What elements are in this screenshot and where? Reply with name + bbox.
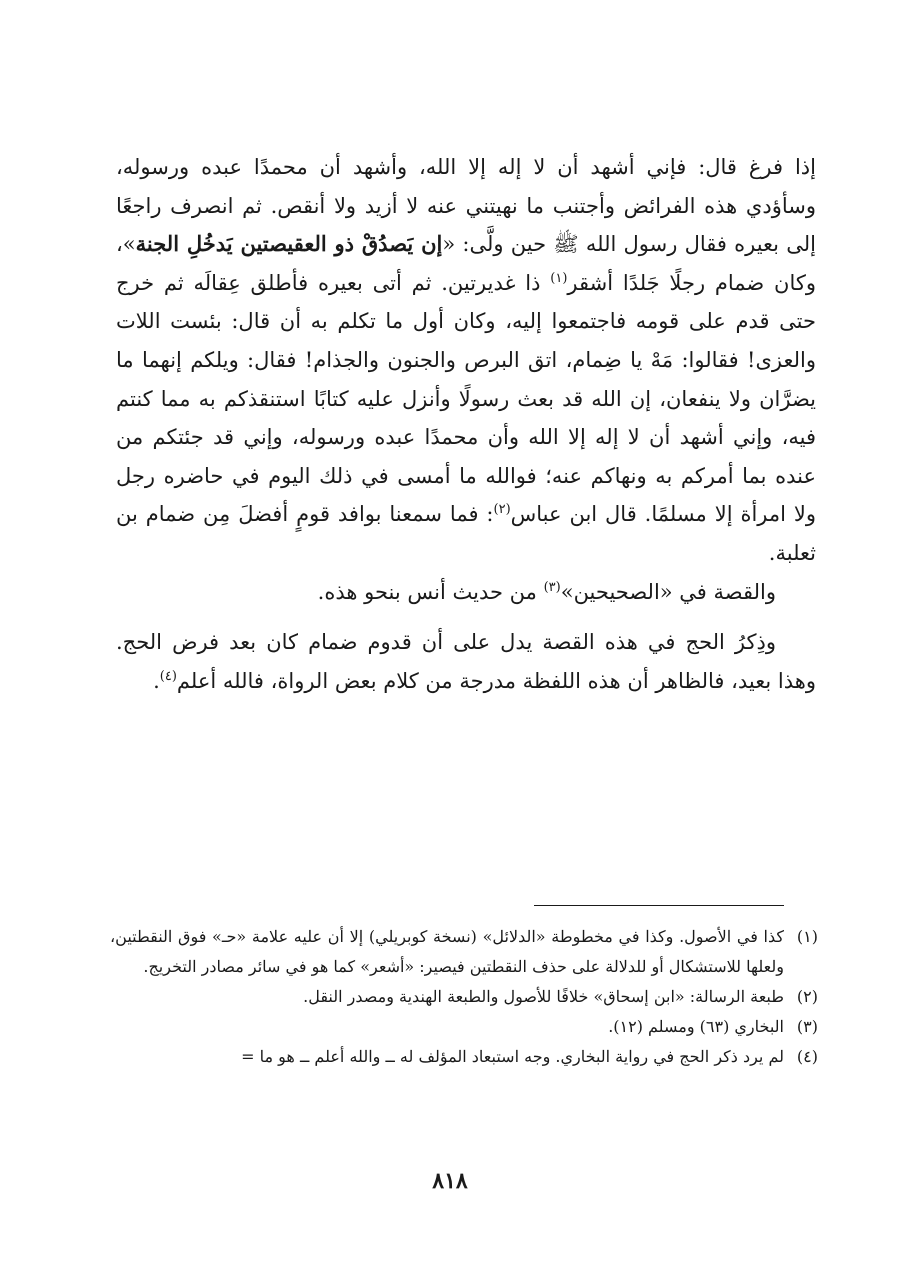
p1-text-c: ذا غديرتين. ثم أتى بعيره فأطلق عِقالَه ثم خرج حتى قدم على قومه فاجتمعوا إليه، وكان أول ما تكلم به أن قال: بئست اللات والعزى! فقالوا: مَهْ يا ضِمام، اتق البرص والجنون والجذام! فقال: ويلكم إنهما ما يضرَّان ولا ينفعان، إن الله قد بعث رسولًا وأنزل عليه كتابًا استنقذكم به مما كنتم فيه، وإني أشهد أن لا إله إلا الله وأن محمدًا عبده ورسوله، وإني قد جئتكم من عنده بما أمركم به ونهاكم عنه؛ فوالله ما أمسى في ذلك اليوم في حاضره رجل ولا امرأة إلا مسلمًا. قال ابن عباس <box>116 270 816 527</box>
paragraph-3 <box>116 623 816 700</box>
footnote-ref-3: (٣) <box>543 579 561 595</box>
footnotes <box>110 922 818 1072</box>
footnote-number: (٣) <box>796 1017 818 1036</box>
footnote-4 <box>110 1042 818 1072</box>
footnote-1 <box>110 922 818 982</box>
paragraph-gap <box>116 611 816 623</box>
paragraph-1 <box>116 148 816 573</box>
footnote-text: طبعة الرسالة: «ابن إسحاق» خلافًا للأصول والطبعة الهندية ومصدر النقل. <box>303 987 784 1006</box>
paragraph-2 <box>116 573 816 612</box>
footnote-3 <box>110 1012 818 1042</box>
footnote-number: (١) <box>796 927 818 946</box>
footnote-text: البخاري (٦٣) ومسلم (١٢). <box>608 1017 784 1036</box>
p3-text-a: وذِكرُ الحج في هذه القصة يدل على أن قدوم ضمام كان بعد فرض الحج. وهذا بعيد، فالظاهر أن هذه اللفظة مدرجة من كلام بعض الرواة، فالله أعلم <box>116 630 816 693</box>
footnote-number: (٢) <box>796 987 818 1006</box>
footnote-separator <box>534 905 784 906</box>
footnote-2 <box>110 982 818 1012</box>
footnote-ref-4: (٤) <box>159 668 177 684</box>
p1-text-d: : فما سمعنا بوافد قومٍ أفضلَ مِن ضمام بن ثعلبة. <box>116 502 816 565</box>
footnote-ref-2: (٢) <box>493 502 511 518</box>
page-number: ٨١٨ <box>432 1168 468 1194</box>
footnote-ref-1: (١) <box>550 270 568 286</box>
main-text <box>116 148 816 700</box>
p1-text-a: إذا فرغ قال: فإني أشهد أن لا إله إلا الله، وأشهد أن محمدًا عبده ورسوله، وسأؤدي هذه الفرائض وأجتنب ما نهيتني عنه لا أزيد ولا أنقص. ثم انصرف راجعًا إلى بعيره فقال رسول الله ﷺ حين ولَّى: « <box>116 155 816 257</box>
p3-text-end: . <box>153 668 160 693</box>
p1-text-b: »، وكان ضمام رجلًا جَلدًا أشقر <box>116 232 817 295</box>
p2-text-b: من حديث أنس بنحو هذه. <box>317 579 544 604</box>
footnote-text: كذا في الأصول. وكذا في مخطوطة «الدلائل» (نسخة كوبريلي) إلا أن عليه علامة «حـ» فوق النقطتين، ولعلها للاستشكال أو للدلالة على حذف النقطتين فيصير: «أشعر» كما هو في سائر مصادر التخريج. <box>110 927 785 976</box>
p2-text-a: والقصة في «الصحيحين» <box>560 579 776 604</box>
footnote-number: (٤) <box>796 1047 818 1066</box>
hadith-quote: إن يَصدُقْ ذو العقيصتين يَدخُلِ الجنة <box>135 231 443 257</box>
footnote-text: لم يرد ذكر الحج في رواية البخاري. وجه استبعاد المؤلف له ــ والله أعلم ــ هو ما = <box>241 1047 784 1066</box>
